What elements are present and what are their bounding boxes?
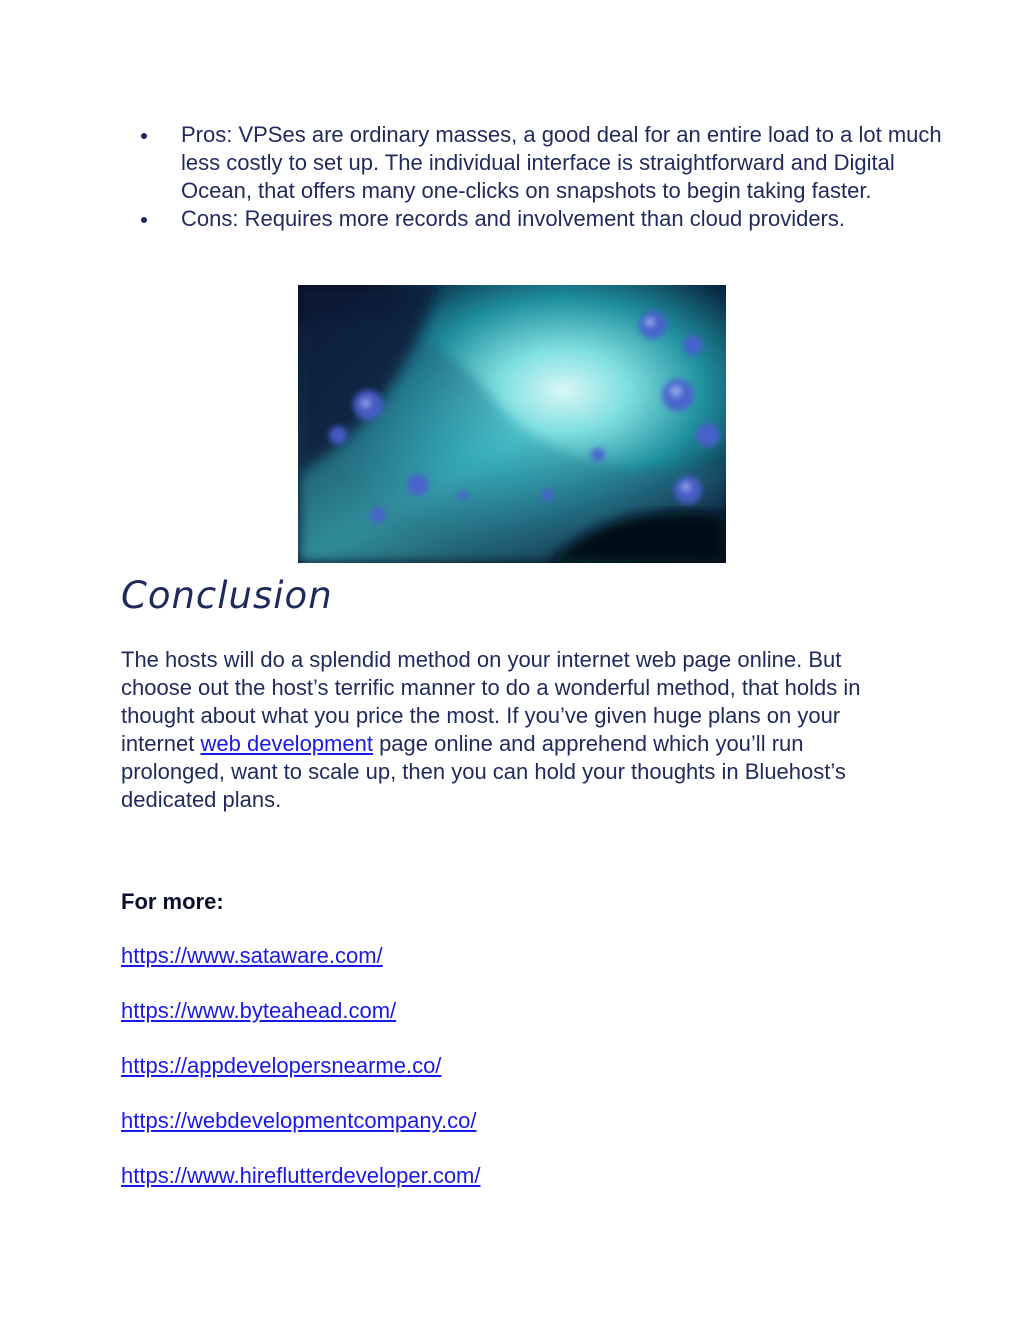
list-item-pros — [181, 121, 971, 205]
sataware-link[interactable]: https://www.sataware.com/ — [121, 943, 383, 968]
hireflutterdeveloper-link[interactable]: https://www.hireflutterdeveloper.com/ — [121, 1163, 481, 1188]
pros-cons-list — [121, 121, 971, 233]
appdevelopersnearme-link[interactable]: https://appdevelopersnearme.co/ — [121, 1053, 442, 1078]
bullet-icon — [141, 217, 147, 223]
webdevelopmentcompany-link[interactable]: https://webdevelopmentcompany.co/ — [121, 1108, 477, 1133]
for-more-label: For more: — [121, 889, 224, 914]
reference-links-list — [121, 942, 481, 1217]
list-item — [121, 997, 481, 1052]
paragraph-text-after-link: page online and apprehend which you’ll run prolonged, want to scale up, then you can hold your thoughts in Bluehost’s dedicated plans. — [121, 731, 846, 812]
list-item — [121, 1107, 481, 1162]
bullet-icon — [141, 133, 147, 139]
paragraph-text-before-link: The hosts will do a splendid method on your internet web page online. But choose out the host’s terrific manner to do a wonderful method, that holds in thought about what you price the most. If you’ve given huge plans on your internet — [121, 647, 861, 756]
list-item — [121, 1162, 481, 1217]
conclusion-heading: Conclusion — [121, 574, 333, 617]
list-item — [121, 942, 481, 997]
cons-text: Cons: Requires more records and involvement than cloud providers. — [181, 206, 845, 231]
ocean-wave-photo — [298, 285, 726, 563]
list-item — [121, 1052, 481, 1107]
list-item-cons — [181, 205, 971, 233]
ocean-wave-illustration — [298, 285, 726, 563]
web-development-link[interactable]: web development — [200, 731, 373, 756]
pros-text: Pros: VPSes are ordinary masses, a good deal for an entire load to a lot much less costly to set up. The individual interface is straightforward and Digital Ocean, that offers many one-clicks on snapshots to begin taking faster. — [181, 122, 942, 203]
conclusion-paragraph — [121, 646, 911, 814]
byteahead-link[interactable]: https://www.byteahead.com/ — [121, 998, 397, 1023]
